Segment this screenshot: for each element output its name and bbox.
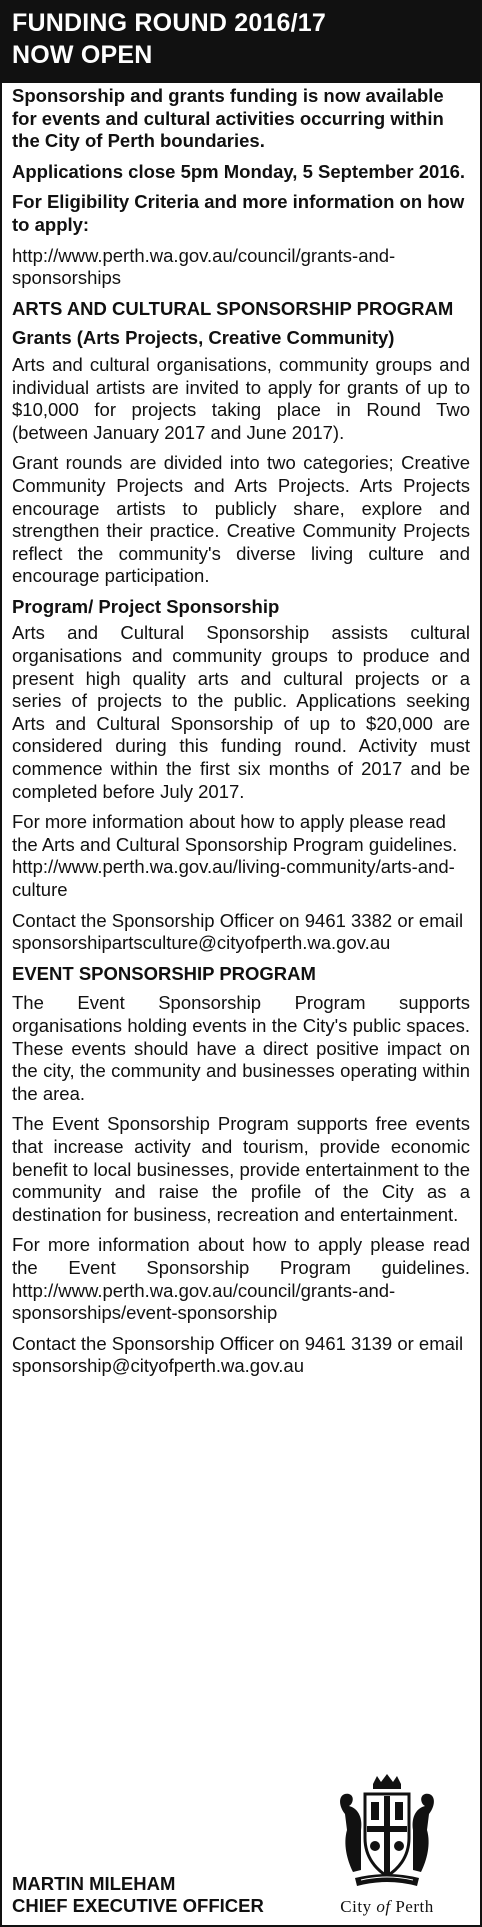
coat-of-arms-icon xyxy=(327,1774,447,1894)
program-paragraph-2: For more information about how to apply please read the Arts and Cultural Sponsorship Program guidelines. http://www.perth.wa.gov.au/living-community/arts-and-culture xyxy=(12,811,458,900)
grants-paragraph-1: Arts and cultural organisations, community groups and individual artists are invited to apply for grants of up to $10,000 for projects taking place in Round Two (between January 2017 and June 2017). xyxy=(12,353,470,443)
headline-line-2: NOW OPEN xyxy=(12,41,153,69)
program-subheading: Program/ Project Sponsorship xyxy=(12,595,280,617)
grants-url[interactable]: http://www.perth.wa.gov.au/council/grants-and-sponsorships xyxy=(12,244,396,289)
headline-line-1: FUNDING ROUND 2016/17 xyxy=(12,9,327,37)
body-content xyxy=(2,83,480,1378)
intro-lead: Sponsorship and grants funding is now available for events and cultural activities occurring within the City of Perth boundaries. xyxy=(12,85,444,152)
eligibility-note: For Eligibility Criteria and more information on how to apply: xyxy=(12,191,465,235)
arts-contact: Contact the Sponsorship Officer on 9461 3382 or email sponsorshipartsculture@cityofperth.wa.gov.au xyxy=(12,909,464,954)
signatory-name: MARTIN MILEHAM xyxy=(12,1873,176,1894)
event-paragraph-1: The Event Sponsorship Program supports organisations holding events in the City's public spaces. These events should have a direct positive impact on the city, the community and businesses operating within the area. xyxy=(12,992,470,1104)
city-of-perth-logo xyxy=(312,1774,462,1917)
event-paragraph-2: The Event Sponsorship Program supports free events that increase activity and tourism, provide economic benefit to local businesses, provide entertainment to the community and raise the profile of the City as a destination for business, recreation and entertainment. xyxy=(12,1113,470,1225)
signature-block xyxy=(12,1873,264,1917)
close-date: Applications close 5pm Monday, 5 September 2016. xyxy=(12,160,466,182)
event-section-heading: EVENT SPONSORSHIP PROGRAM xyxy=(12,962,316,984)
event-paragraph-3: For more information about how to apply please read the Event Sponsorship Program guidelines. http://www.perth.wa.gov.au/council/grants-and-sponsorships/event-sponsorship xyxy=(12,1234,470,1324)
logo-wordmark xyxy=(312,1897,462,1917)
logo-word-of: of xyxy=(376,1897,391,1916)
event-contact: Contact the Sponsorship Officer on 9461 3139 or email sponsorship@cityofperth.wa.gov.au xyxy=(12,1332,464,1377)
grants-paragraph-2: Grant rounds are divided into two categories; Creative Community Projects and Arts Projects. Arts Projects encourage artists to publicly share, explore and strengthen their practice. Creative Community Projects reflect the community's diverse living culture and encourage participation. xyxy=(12,452,470,587)
program-paragraph-1: Arts and Cultural Sponsorship assists cultural organisations and community groups to produce and present high quality arts and cultural projects or a series of projects to the public. Applications seeking Arts and Cultural Sponsorship of up to $20,000 are considered during this funding round. Activity must commence within the first six months of 2017 and be completed before July 2017. xyxy=(12,622,470,802)
footer xyxy=(12,1752,470,1917)
logo-word-perth: Perth xyxy=(395,1897,434,1916)
headline-banner xyxy=(2,2,480,83)
grants-subheading: Grants (Arts Projects, Creative Community) xyxy=(12,327,395,349)
signatory-title: CHIEF EXECUTIVE OFFICER xyxy=(12,1895,264,1916)
logo-word-city: City xyxy=(340,1897,372,1916)
arts-section-heading: ARTS AND CULTURAL SPONSORSHIP PROGRAM xyxy=(12,297,454,319)
